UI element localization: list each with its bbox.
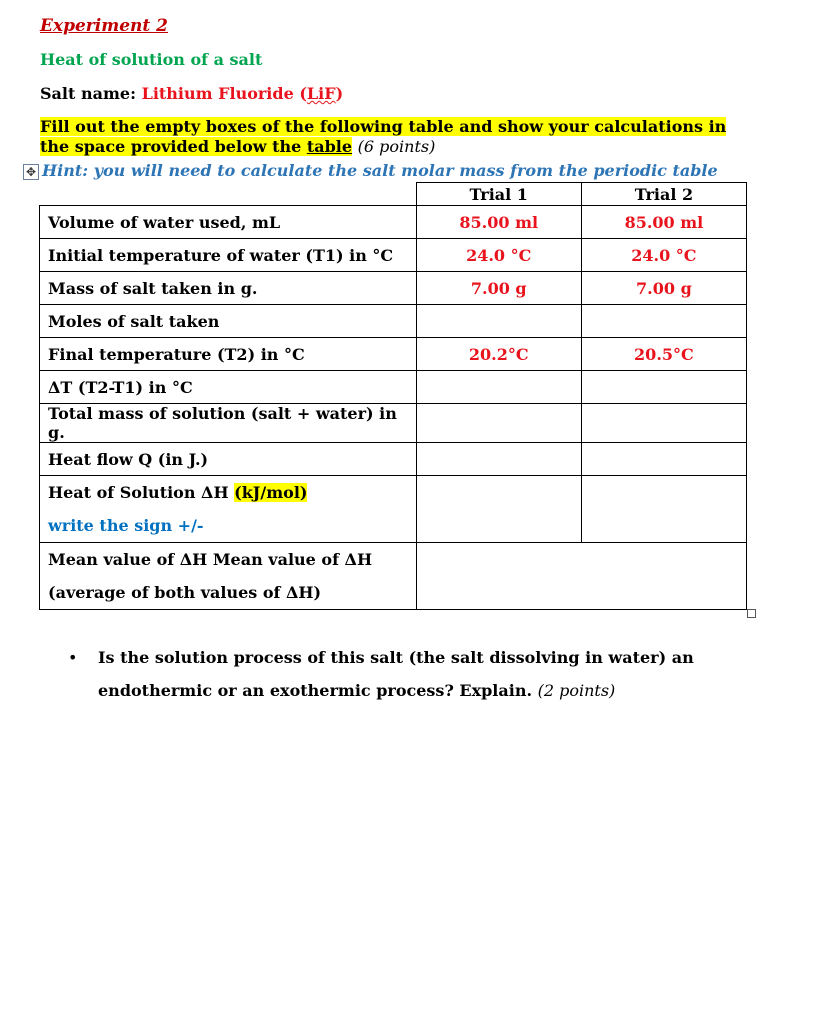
row-label: Total mass of solution (salt + water) in g. <box>40 404 417 443</box>
trial-1-cell[interactable] <box>416 443 581 476</box>
trial-2-cell[interactable]: 85.00 ml <box>581 206 746 239</box>
table-row <box>40 404 747 443</box>
salt-name: Lithium Fluoride <box>141 84 294 103</box>
instruction-points: (6 points) <box>357 137 436 156</box>
trial-2-cell[interactable]: 7.00 g <box>581 272 746 305</box>
trial-2-cell[interactable] <box>581 443 746 476</box>
heat-of-solution-label: Heat of Solution ΔH <box>48 483 235 502</box>
salt-name-line: Salt name: Lithium Fluoride (LiF) <box>40 84 344 103</box>
row-label: Initial temperature of water (T1) in °C <box>40 239 417 272</box>
heat-of-solution-unit: (kJ/mol) <box>234 483 308 502</box>
table-row <box>40 338 747 371</box>
instruction-text: Fill out the empty boxes of the following table and show your calculations in the space provided below the <box>40 117 727 156</box>
table-row <box>40 305 747 338</box>
table-row <box>40 371 747 404</box>
move-icon[interactable]: ✥ <box>23 164 39 180</box>
row-label: Volume of water used, mL <box>40 206 417 239</box>
row-label: ΔT (T2-T1) in °C <box>40 371 417 404</box>
mean-label-line-1: Mean value of ΔH Mean value of ΔH <box>48 550 373 569</box>
row-label-heat-of-solution <box>40 476 417 543</box>
instruction <box>40 117 740 157</box>
header-trial-2: Trial 2 <box>581 183 746 206</box>
row-label: Final temperature (T2) in °C <box>40 338 417 371</box>
table-row-heat-of-solution <box>40 476 747 543</box>
bullet-icon: • <box>68 648 78 667</box>
row-label: Moles of salt taken <box>40 305 417 338</box>
row-label: Heat flow Q (in J.) <box>40 443 417 476</box>
trial-2-cell[interactable] <box>581 476 746 543</box>
row-label: Mass of salt taken in g. <box>40 272 417 305</box>
header-trial-1: Trial 1 <box>416 183 581 206</box>
trial-1-cell[interactable]: 20.2°C <box>416 338 581 371</box>
question <box>98 641 698 707</box>
experiment-title: Experiment 2 <box>40 16 168 36</box>
question-text: Is the solution process of this salt (the salt dissolving in water) an endothermic or an exothermic process? Explain. <box>98 648 694 700</box>
resize-icon[interactable] <box>747 609 756 618</box>
table-row <box>40 272 747 305</box>
trial-1-cell[interactable] <box>416 476 581 543</box>
trial-2-cell[interactable] <box>581 305 746 338</box>
table-row-mean <box>40 543 747 610</box>
sign-instruction: write the sign +/- <box>48 516 204 535</box>
table-row <box>40 239 747 272</box>
mean-label-line-2: (average of both values of ΔH) <box>48 583 322 602</box>
table-row <box>40 206 747 239</box>
trial-1-cell[interactable] <box>416 404 581 443</box>
trial-1-cell[interactable]: 7.00 g <box>416 272 581 305</box>
salt-formula: LiF <box>306 84 336 103</box>
subtitle: Heat of solution of a salt <box>40 50 263 69</box>
row-label-mean <box>40 543 417 610</box>
trial-2-cell[interactable]: 20.5°C <box>581 338 746 371</box>
trial-1-cell[interactable] <box>416 305 581 338</box>
salt-label: Salt name: <box>40 84 136 103</box>
mean-value-cell[interactable] <box>416 543 746 610</box>
results-table <box>39 182 747 610</box>
table-row <box>40 443 747 476</box>
table-header-row <box>40 183 747 206</box>
trial-2-cell[interactable]: 24.0 °C <box>581 239 746 272</box>
trial-1-cell[interactable]: 85.00 ml <box>416 206 581 239</box>
trial-1-cell[interactable] <box>416 371 581 404</box>
question-points: (2 points) <box>537 681 616 700</box>
header-blank <box>40 183 417 206</box>
trial-1-cell[interactable]: 24.0 °C <box>416 239 581 272</box>
trial-2-cell[interactable] <box>581 404 746 443</box>
trial-2-cell[interactable] <box>581 371 746 404</box>
instruction-table-link: table <box>306 137 353 156</box>
hint: Hint: you will need to calculate the salt molar mass from the periodic table <box>42 161 718 180</box>
